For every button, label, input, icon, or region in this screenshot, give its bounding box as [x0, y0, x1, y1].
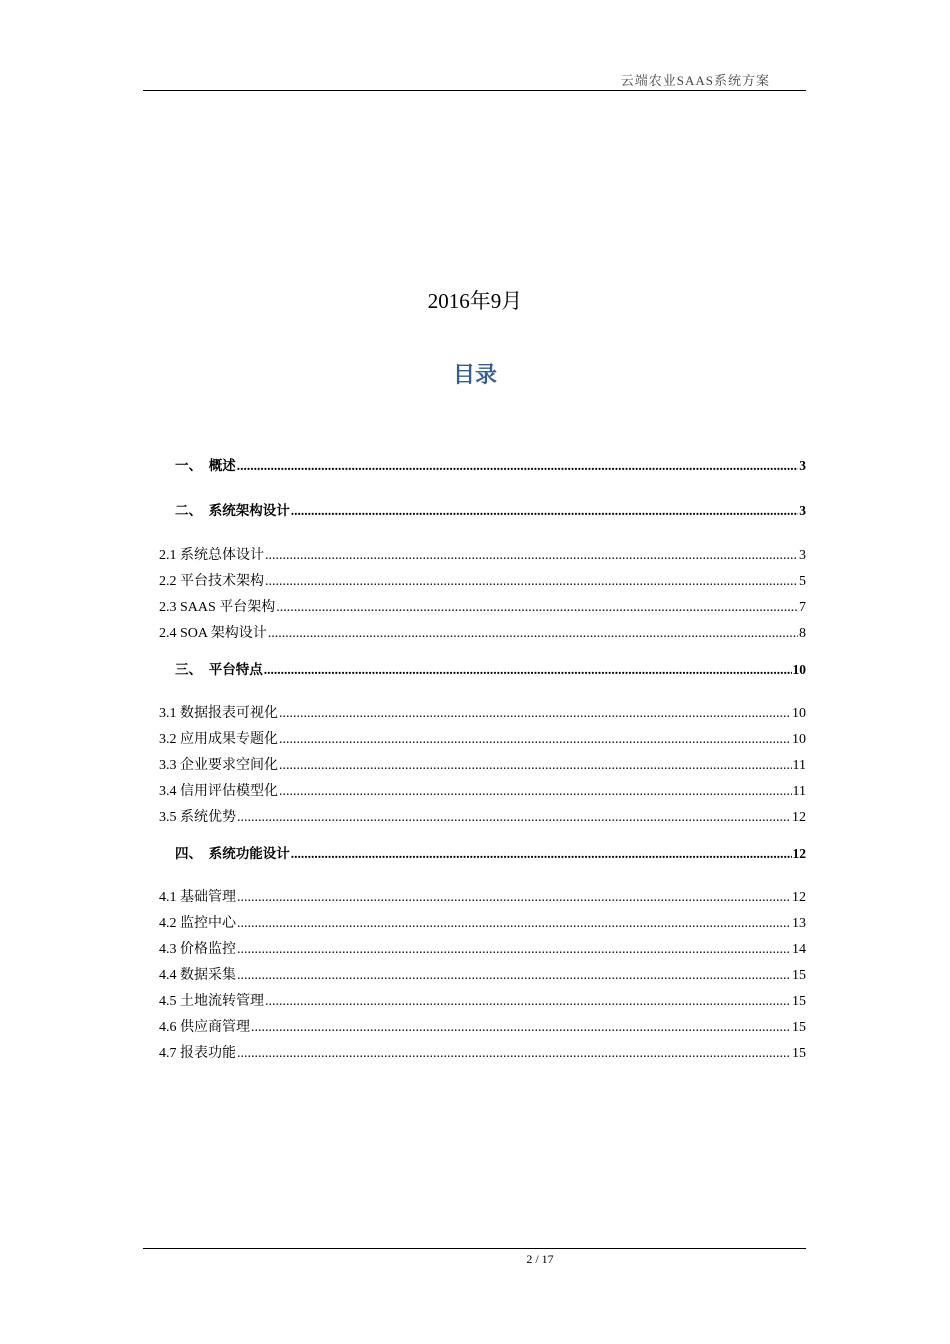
toc-leader-dots: [279, 783, 792, 801]
toc-leader-dots: [237, 809, 791, 827]
toc-entry-page: 3: [799, 458, 806, 473]
toc-entry[interactable]: [159, 781, 806, 801]
header-divider: [143, 90, 806, 91]
toc-entry[interactable]: [159, 1043, 806, 1063]
toc-entry-label: 四、 系统功能设计: [175, 846, 290, 861]
toc-entry-label: 二、 系统架构设计: [175, 503, 290, 518]
toc-entry-label: 3.2 应用成果专题化: [159, 732, 278, 747]
toc-entry-page: 15: [792, 1046, 806, 1061]
toc-entry-label: 2.3 SAAS 平台架构: [159, 600, 276, 615]
toc-entry[interactable]: [159, 755, 806, 775]
toc-entry-page: 12: [792, 890, 806, 905]
toc-entry-label: 4.6 供应商管理: [159, 1020, 250, 1035]
toc-entry[interactable]: [159, 597, 806, 617]
toc-entry[interactable]: [159, 913, 806, 933]
toc-entry-label: 4.5 土地流转管理: [159, 994, 264, 1009]
toc-entry-page: 3: [799, 503, 806, 518]
toc-entry-label: 4.2 监控中心: [159, 916, 236, 931]
toc-entry[interactable]: [159, 455, 806, 475]
toc-entry-page: 8: [799, 626, 806, 641]
toc-leader-dots: [237, 915, 791, 933]
toc-entry[interactable]: [159, 703, 806, 723]
toc-entry[interactable]: [159, 843, 806, 863]
toc-entry[interactable]: [159, 1017, 806, 1037]
toc-entry-label: 2.1 系统总体设计: [159, 548, 264, 563]
toc-entry-page: 7: [799, 600, 806, 615]
toc-leader-dots: [237, 889, 791, 907]
toc-entry-page: 14: [792, 942, 806, 957]
running-header: 云端农业SAAS系统方案: [620, 73, 770, 88]
toc-entry-page: 15: [792, 1020, 806, 1035]
toc-entry-page: 15: [792, 968, 806, 983]
toc-entry-page: 13: [792, 916, 806, 931]
toc-entry[interactable]: [159, 729, 806, 749]
toc-entry[interactable]: [159, 939, 806, 959]
toc-leader-dots: [291, 845, 792, 863]
toc-leader-dots: [268, 625, 798, 643]
toc-entry-label: 4.3 价格监控: [159, 942, 236, 957]
toc-entry[interactable]: [159, 659, 806, 679]
toc-entry-label: 3.1 数据报表可视化: [159, 706, 278, 721]
toc-leader-dots: [279, 731, 791, 749]
toc-leader-dots: [251, 1019, 791, 1037]
toc-leader-dots: [265, 993, 791, 1011]
toc-leader-dots: [276, 599, 798, 617]
toc-entry-label: 三、 平台特点: [175, 662, 263, 677]
document-date: 2016年9月: [427, 289, 523, 313]
toc-entry[interactable]: [159, 807, 806, 827]
toc-entry[interactable]: [159, 545, 806, 565]
footer-divider: [143, 1248, 806, 1249]
toc-entry-label: 3.5 系统优势: [159, 810, 236, 825]
toc-leader-dots: [237, 967, 791, 985]
toc-entry-page: 5: [799, 574, 806, 589]
toc-entry-label: 4.4 数据采集: [159, 968, 236, 983]
toc-leader-dots: [291, 502, 799, 520]
toc-leader-dots: [265, 573, 798, 591]
toc-entry-label: 一、 概述: [175, 458, 236, 473]
toc-entry-label: 3.3 企业要求空间化: [159, 758, 278, 773]
toc-entry-page: 15: [792, 994, 806, 1009]
toc-entry-label: 2.2 平台技术架构: [159, 574, 264, 589]
toc-entry[interactable]: [159, 965, 806, 985]
toc-entry-page: 3: [799, 548, 806, 563]
toc-entry[interactable]: [159, 991, 806, 1011]
toc-entry-page: 11: [792, 784, 806, 799]
toc-leader-dots: [237, 457, 799, 475]
toc-entry-label: 2.4 SOA 架构设计: [159, 626, 267, 641]
toc-title: 目录: [452, 362, 497, 387]
toc-entry-page: 11: [792, 758, 806, 773]
toc-entry[interactable]: [159, 500, 806, 520]
toc-entry-page: 10: [792, 732, 806, 747]
toc-entry[interactable]: [159, 571, 806, 591]
toc-entry[interactable]: [159, 623, 806, 643]
toc-entry-page: 12: [792, 846, 806, 861]
toc-leader-dots: [237, 941, 791, 959]
toc-entry-page: 10: [792, 662, 806, 677]
toc-leader-dots: [279, 757, 792, 775]
toc-entry-page: 10: [792, 706, 806, 721]
toc-entry-label: 3.4 信用评估模型化: [159, 784, 278, 799]
toc-entry-label: 4.1 基础管理: [159, 890, 236, 905]
toc-entry[interactable]: [159, 887, 806, 907]
toc-leader-dots: [237, 1045, 791, 1063]
page-number: 2 / 17: [526, 1252, 554, 1266]
toc-leader-dots: [279, 705, 791, 723]
toc-entry-page: 12: [792, 810, 806, 825]
toc-leader-dots: [265, 547, 798, 565]
toc-entry-label: 4.7 报表功能: [159, 1046, 236, 1061]
toc-leader-dots: [264, 661, 792, 679]
